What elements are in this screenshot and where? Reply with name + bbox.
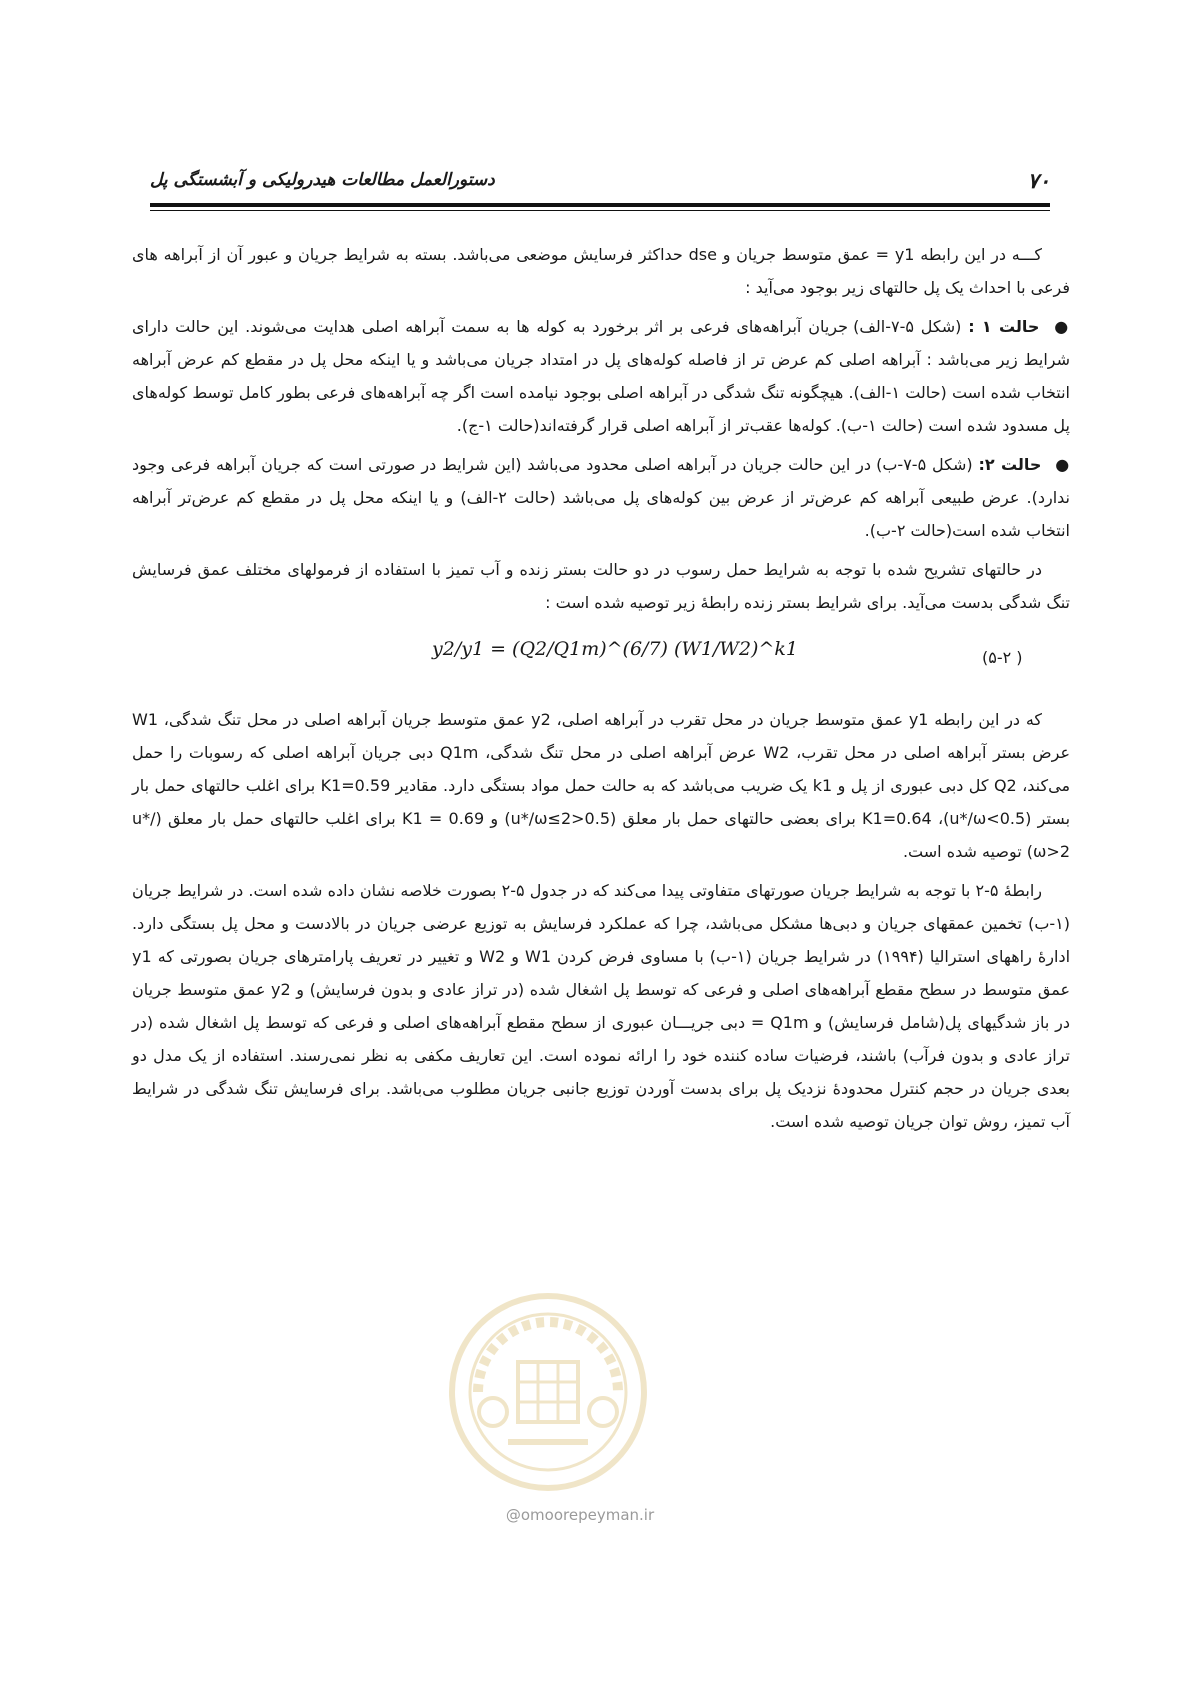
formulas-paragraph: در حالتهای تشریح شده با توجه به شرایط حمل رسوب در دو حالت بستر زنده و آب تمیز با استفاده از فرمولهای مختلف عمق فرسایش تنگ شدگی بدست می‌آید. برای شرایط بستر زنده رابطهٔ زیر توصیه شده است : bbox=[132, 560, 1070, 612]
case-1-title: حالت ۱ : bbox=[968, 317, 1040, 336]
bullet-icon: ● bbox=[1055, 455, 1070, 474]
case-2-title: حالت ۲: bbox=[978, 455, 1042, 474]
header-rule-thin bbox=[150, 210, 1050, 211]
page-header bbox=[150, 168, 1050, 208]
case-1 bbox=[132, 310, 1070, 442]
definitions-paragraph: که در این رابطه y1 عمق متوسط جریان در محل تقرب در آبراهه اصلی، y2 عمق متوسط جریان آبراهه اصلی در محل تنگ شدگی، W1 عرض بستر آبراهه اصلی در محل تقرب، W2 عرض آبراهه اصلی در محل تنگ شدگی، Q1m دبی جریان آبراهه اصلی که رسوبات را حمل می‌کند، Q2 کل دبی عبوری از پل و k1 یک ضریب می‌باشد که به حالت حمل مواد بستگی دارد. مقادیر K1=0.59 برای اغلب حالتهای حمل بار بستر (u*/ω<0.5)، K1=0.64 برای بعضی حالتهای حمل بار معلق (0.5<u*/ω≤2) و K1 = 0.69 برای اغلب حالتهای حمل بار معلق (u*/ω>2) توصیه شده است. bbox=[132, 710, 1071, 861]
watermark-text: @omoorepeyman.ir bbox=[505, 1506, 655, 1524]
bullet-icon: ● bbox=[1054, 317, 1070, 336]
table-reference-paragraph: رابطهٔ ۵-۲ با توجه به شرایط جریان صورتهای متفاوتی پیدا می‌کند که در جدول ۵-۲ بصورت خلاصه نشان داده شده است. در شرایط جریان (۱-ب) تخمین عمقهای جریان و دبی‌ها مشکل می‌باشد، چرا که عملکرد فرسایش به توزیع عرضی جریان در بالادست و محل پل بستگی دارد. ادارهٔ راههای استرالیا (۱۹۹۴) در شرایط جریان (۱-ب) با مساوی فرض کردن W1 و W2 و تغییر در تعریف پارامترهای جریان بصورتی که y1 عمق متوسط در سطح مقطع آبراهه‌های اصلی و فرعی که توسط پل اشغال شده (در تراز عادی و بدون فرسایش) و y2 عمق متوسط جریان در باز شدگیهای پل(شامل فرسایش) و Q1m = دبی جریـــان عبوری از سطح مقطع آبراهه‌های اصلی و فرعی که توسط پل اشغال شده (در تراز عادی و بدون فرآب) باشند، فرضیات ساده کننده خود را ارائه نموده است. این تعاریف مکفی به نظر نمی‌رسند. استفاده از یک مدل دو بعدی جریان در حجم کنترل محدودهٔ نزدیک پل برای بدست آوردن توزیع جانبی جریان مطلوب می‌باشد. برای فرسایش تنگ شدگی در شرایط آب تمیز، روش توان جریان توصیه شده است. bbox=[132, 881, 1071, 1131]
intro-paragraph: کـــه در این رابطه y1 = عمق متوسط جریان و dse حداکثر فرسایش موضعی می‌باشد. بسته به شرایط جریان و عبور آن از آبراهه های فرعی با احداث یک پل حالتهای زیر بوجود می‌آید : bbox=[132, 245, 1070, 297]
page-body bbox=[132, 238, 1070, 1144]
equation-row bbox=[132, 625, 1070, 695]
running-title: دستورالعمل مطالعات هیدرولیکی و آبشستگی پل bbox=[150, 170, 495, 190]
case-2 bbox=[132, 448, 1070, 547]
equation-5-2: y2/y1 = (Q2/Q1m)^(6/7) (W1/W2)^k1 bbox=[432, 638, 798, 660]
watermark-seal-icon bbox=[448, 1292, 648, 1492]
page-number: ۷۰ bbox=[1027, 168, 1050, 193]
header-rule-thick bbox=[150, 203, 1050, 207]
case-1-text: (شکل ۵-۷-الف) جریان آبراهه‌های فرعی بر اثر برخورد به کوله ها به سمت آبراهه اصلی هدایت می‌شوند. این حالت دارای شرایط زیر می‌باشد : آبراهه اصلی کم عرض تر از فاصله کوله‌های پل در امتداد جریان می‌باشد و یا اینکه محل پل در مقطع کم عرض آبراهه انتخاب شده است (حالت ۱-الف). هیچگونه تنگ شدگی در آبراهه اصلی بوجود نیامده است اگر چه آبراهه‌های فرعی بطور کامل توسط کوله‌های پل مسدود شده است (حالت ۱-ب). کوله‌ها عقب‌تر از آبراهه اصلی قرار گرفته‌اند(حالت ۱-ج). bbox=[132, 317, 1071, 435]
case-2-text: (شکل ۵-۷-ب) در این حالت جریان در آبراهه اصلی محدود می‌باشد (این شرایط در صورتی است که جریان آبراهه فرعی وجود ندارد). عرض طبیعی آبراهه کم عرض‌تر از عرض بین کوله‌های پل می‌باشد (حالت ۲-الف) و یا اینکه محل پل در مقطع کم عرض‌تر آبراهه انتخاب شده است(حالت ۲-ب). bbox=[132, 455, 1071, 540]
equation-number: ( ۵-۲) bbox=[982, 648, 1023, 667]
